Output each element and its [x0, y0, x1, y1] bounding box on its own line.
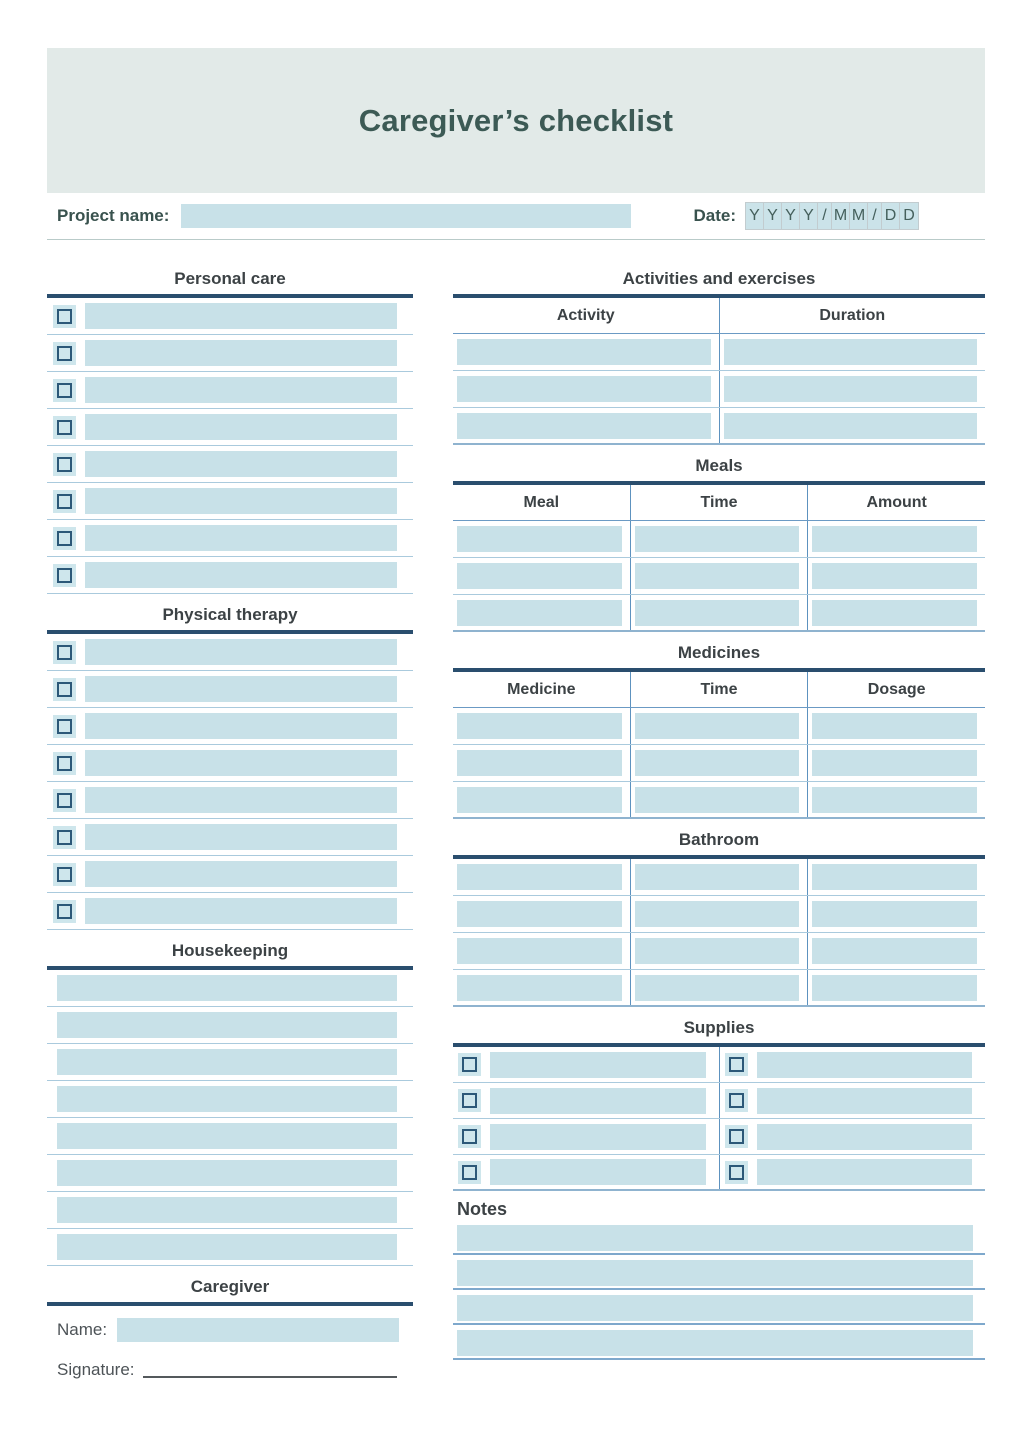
- checkbox-box-icon: [462, 1057, 477, 1072]
- physical-therapy-rows: [47, 634, 413, 930]
- note-row: [453, 1255, 985, 1290]
- checkbox-box-icon: [57, 346, 72, 361]
- supplies-item: [720, 1047, 986, 1082]
- cell-text-field[interactable]: [724, 376, 978, 402]
- cell-text-field[interactable]: [457, 563, 622, 589]
- table-row: [453, 595, 985, 632]
- supplies-item: [720, 1119, 986, 1154]
- signature-line[interactable]: [143, 1354, 398, 1378]
- amount-cell: [808, 558, 985, 594]
- meals-rows: [453, 521, 985, 632]
- checkbox-box-icon: [729, 1093, 744, 1108]
- item-text-field[interactable]: [85, 639, 397, 665]
- checkbox-box-icon: [462, 1093, 477, 1108]
- caregiver-signature-row: [47, 1352, 413, 1388]
- date-year-cell[interactable]: Y: [746, 203, 764, 229]
- duration-cell: [720, 408, 986, 443]
- activity-cell: [453, 408, 720, 443]
- checkbox-box-icon: [57, 867, 72, 882]
- column-header-activity: Activity: [453, 298, 720, 333]
- medicine-cell: [453, 745, 631, 781]
- supplies-row: [453, 1083, 985, 1119]
- project-name-input[interactable]: [181, 204, 631, 228]
- cell-text-field[interactable]: [457, 600, 622, 626]
- cell-text-field[interactable]: [457, 339, 711, 365]
- checkbox-box-icon: [729, 1129, 744, 1144]
- time-cell: [631, 558, 809, 594]
- checkbox-box-icon: [729, 1057, 744, 1072]
- item-text-field[interactable]: [85, 340, 397, 366]
- checkbox[interactable]: [53, 527, 76, 550]
- meal-cell: [453, 521, 631, 557]
- checklist-row: [47, 634, 413, 671]
- caregiver-name-label: Name:: [57, 1320, 108, 1339]
- column-header-duration: Duration: [819, 307, 886, 324]
- item-text-field[interactable]: [85, 303, 397, 329]
- medicine-cell: [453, 782, 631, 817]
- checkbox[interactable]: [53, 752, 76, 775]
- supplies-item: [453, 1155, 720, 1189]
- table-row: [453, 334, 985, 371]
- date-separator: /: [818, 203, 832, 229]
- cell-text-field[interactable]: [812, 750, 977, 776]
- item-text-field[interactable]: [85, 787, 397, 813]
- checkbox[interactable]: [53, 641, 76, 664]
- caregiver-signature-label: Signature:: [57, 1360, 135, 1379]
- item-text-field[interactable]: [757, 1052, 973, 1078]
- bathroom-cell: [453, 859, 631, 895]
- date-input-group: [745, 202, 919, 230]
- housekeeping-row: [47, 1192, 413, 1229]
- date-year-cell[interactable]: Y: [764, 203, 782, 229]
- checklist-row: [47, 782, 413, 819]
- activities-rows: [453, 334, 985, 445]
- checkbox[interactable]: [53, 678, 76, 701]
- columns: [47, 262, 985, 1388]
- cell-text-field[interactable]: [457, 787, 622, 813]
- checkbox[interactable]: [725, 1125, 748, 1148]
- meal-cell: [453, 595, 631, 630]
- cell-text-field[interactable]: [635, 938, 800, 964]
- item-text-field[interactable]: [85, 451, 397, 477]
- checkbox-box-icon: [57, 719, 72, 734]
- bathroom-cell: [453, 970, 631, 1005]
- table-row: [453, 745, 985, 782]
- table-row: [453, 521, 985, 558]
- checkbox[interactable]: [53, 342, 76, 365]
- checkbox-box-icon: [57, 309, 72, 324]
- checkbox[interactable]: [53, 453, 76, 476]
- caregiver-name-row: [47, 1308, 413, 1352]
- table-row: [453, 970, 985, 1007]
- checkbox-box-icon: [729, 1165, 744, 1180]
- checklist-row: [47, 409, 413, 446]
- note-row: [453, 1220, 985, 1255]
- housekeeping-row: [47, 1081, 413, 1118]
- item-text-field[interactable]: [757, 1124, 973, 1150]
- section-medicines: [453, 636, 985, 819]
- item-text-field[interactable]: [85, 861, 397, 887]
- table-row: [453, 408, 985, 445]
- personal-care-rows: [47, 298, 413, 594]
- caregiver-heading: Caregiver: [47, 1270, 413, 1306]
- cell-text-field[interactable]: [724, 339, 978, 365]
- bathroom-cell: [808, 859, 985, 895]
- bathroom-cell: [631, 970, 809, 1005]
- column-header-time: Time: [631, 672, 809, 707]
- checkbox-box-icon: [57, 568, 72, 583]
- supplies-row: [453, 1119, 985, 1155]
- meta-row: [47, 193, 985, 240]
- date-day-cell[interactable]: D: [900, 203, 918, 229]
- cell-text-field[interactable]: [812, 600, 977, 626]
- section-supplies: [453, 1011, 985, 1191]
- checkbox-box-icon: [57, 645, 72, 660]
- table-row: [453, 558, 985, 595]
- bathroom-cell: [808, 970, 985, 1005]
- checkbox[interactable]: [53, 305, 76, 328]
- supplies-item: [720, 1083, 986, 1118]
- activity-cell: [453, 334, 720, 370]
- checkbox[interactable]: [458, 1089, 481, 1112]
- note-text-field[interactable]: [457, 1260, 973, 1286]
- cell-text-field[interactable]: [812, 864, 977, 890]
- section-personal-care: [47, 262, 413, 594]
- checklist-row: [47, 745, 413, 782]
- item-text-field[interactable]: [490, 1159, 706, 1185]
- medicines-heading: Medicines: [453, 636, 985, 672]
- item-text-field[interactable]: [490, 1124, 706, 1150]
- activity-cell: [453, 371, 720, 407]
- date-month-cell[interactable]: M: [832, 203, 850, 229]
- checkbox-box-icon: [57, 904, 72, 919]
- cell-text-field[interactable]: [635, 901, 800, 927]
- table-row: [453, 782, 985, 819]
- table-row: [453, 371, 985, 408]
- checkbox[interactable]: [53, 863, 76, 886]
- cell-text-field[interactable]: [812, 901, 977, 927]
- supplies-item: [453, 1047, 720, 1082]
- checklist-row: [47, 856, 413, 893]
- note-row: [453, 1290, 985, 1325]
- item-text-field[interactable]: [85, 676, 397, 702]
- checklist-row: [47, 446, 413, 483]
- housekeeping-row: [47, 1007, 413, 1044]
- checkbox[interactable]: [458, 1161, 481, 1184]
- item-text-field[interactable]: [85, 562, 397, 588]
- cell-text-field[interactable]: [635, 750, 800, 776]
- supplies-heading: Supplies: [453, 1011, 985, 1047]
- left-column: [47, 262, 413, 1388]
- checkbox[interactable]: [725, 1089, 748, 1112]
- checklist-row: [47, 893, 413, 930]
- item-text-field[interactable]: [85, 750, 397, 776]
- item-text-field[interactable]: [57, 1012, 397, 1038]
- item-text-field[interactable]: [757, 1088, 973, 1114]
- item-text-field[interactable]: [85, 377, 397, 403]
- checklist-row: [47, 708, 413, 745]
- note-text-field[interactable]: [457, 1295, 973, 1321]
- medicine-cell: [453, 708, 631, 744]
- item-text-field[interactable]: [85, 525, 397, 551]
- checkbox-box-icon: [57, 793, 72, 808]
- checkbox-box-icon: [57, 494, 72, 509]
- cell-text-field[interactable]: [635, 526, 800, 552]
- note-text-field[interactable]: [457, 1330, 973, 1356]
- date-separator: /: [868, 203, 882, 229]
- cell-text-field[interactable]: [812, 563, 977, 589]
- checkbox[interactable]: [725, 1053, 748, 1076]
- item-text-field[interactable]: [57, 1197, 397, 1223]
- cell-text-field[interactable]: [635, 864, 800, 890]
- checklist-row: [47, 819, 413, 856]
- checkbox-box-icon: [57, 756, 72, 771]
- table-row: [453, 933, 985, 970]
- medicines-rows: [453, 708, 985, 819]
- checklist-row: [47, 483, 413, 520]
- checklist-page: [47, 0, 985, 1388]
- cell-text-field[interactable]: [724, 413, 978, 439]
- cell-text-field[interactable]: [812, 713, 977, 739]
- date-year-cell[interactable]: Y: [800, 203, 818, 229]
- table-row: [453, 859, 985, 896]
- cell-text-field[interactable]: [812, 938, 977, 964]
- meal-cell: [453, 558, 631, 594]
- notes-heading: Notes: [457, 1199, 508, 1219]
- cell-text-field[interactable]: [457, 901, 622, 927]
- activities-heading: Activities and exercises: [453, 262, 985, 298]
- cell-text-field[interactable]: [457, 975, 622, 1001]
- item-text-field[interactable]: [57, 1160, 397, 1186]
- checklist-row: [47, 298, 413, 335]
- table-row: [453, 708, 985, 745]
- item-text-field[interactable]: [85, 824, 397, 850]
- bathroom-cell: [453, 896, 631, 932]
- cell-text-field[interactable]: [812, 526, 977, 552]
- item-text-field[interactable]: [57, 1234, 397, 1260]
- checkbox[interactable]: [53, 826, 76, 849]
- amount-cell: [808, 595, 985, 630]
- amount-cell: [808, 521, 985, 557]
- cell-text-field[interactable]: [457, 526, 622, 552]
- cell-text-field[interactable]: [457, 713, 622, 739]
- cell-text-field[interactable]: [635, 975, 800, 1001]
- checkbox[interactable]: [53, 789, 76, 812]
- supplies-rows: [453, 1047, 985, 1191]
- time-cell: [631, 782, 809, 817]
- checkbox[interactable]: [53, 564, 76, 587]
- checkbox[interactable]: [725, 1161, 748, 1184]
- cell-text-field[interactable]: [635, 713, 800, 739]
- date-day-cell[interactable]: D: [882, 203, 900, 229]
- checkbox-box-icon: [57, 830, 72, 845]
- cell-text-field[interactable]: [635, 787, 800, 813]
- checkbox[interactable]: [53, 715, 76, 738]
- date-year-cell[interactable]: Y: [782, 203, 800, 229]
- checkbox-box-icon: [57, 383, 72, 398]
- item-text-field[interactable]: [57, 1049, 397, 1075]
- duration-cell: [720, 334, 986, 370]
- supplies-item: [720, 1155, 986, 1189]
- section-meals: [453, 449, 985, 632]
- bathroom-cell: [808, 933, 985, 969]
- checklist-row: [47, 671, 413, 708]
- table-row: [453, 896, 985, 933]
- personal-care-heading: Personal care: [47, 262, 413, 298]
- bathroom-cell: [631, 896, 809, 932]
- checklist-row: [47, 372, 413, 409]
- column-gap: [413, 262, 453, 1388]
- cell-text-field[interactable]: [635, 563, 800, 589]
- housekeeping-row: [47, 1229, 413, 1266]
- item-text-field[interactable]: [85, 414, 397, 440]
- column-header-time: Time: [631, 485, 809, 520]
- housekeeping-row: [47, 1118, 413, 1155]
- item-text-field[interactable]: [490, 1088, 706, 1114]
- notes-rows: [453, 1220, 985, 1360]
- section-activities: [453, 262, 985, 445]
- bathroom-cell: [453, 933, 631, 969]
- duration-cell: [720, 371, 986, 407]
- dosage-cell: [808, 745, 985, 781]
- checkbox-box-icon: [57, 420, 72, 435]
- page-title: Caregiver’s checklist: [358, 102, 674, 138]
- column-header-dosage: Dosage: [867, 681, 926, 698]
- checkbox-box-icon: [462, 1129, 477, 1144]
- supplies-item: [453, 1083, 720, 1118]
- item-text-field[interactable]: [57, 1086, 397, 1112]
- supplies-row: [453, 1155, 985, 1191]
- bathroom-heading: Bathroom: [453, 823, 985, 859]
- checkbox[interactable]: [458, 1125, 481, 1148]
- checkbox-box-icon: [57, 682, 72, 697]
- right-column: [453, 262, 985, 1388]
- checkbox-box-icon: [462, 1165, 477, 1180]
- checklist-row: [47, 335, 413, 372]
- housekeeping-row: [47, 970, 413, 1007]
- column-header-meal: Meal: [453, 485, 631, 520]
- housekeeping-row: [47, 1155, 413, 1192]
- item-text-field[interactable]: [85, 713, 397, 739]
- cell-text-field[interactable]: [457, 750, 622, 776]
- cell-text-field[interactable]: [812, 975, 977, 1001]
- date-month-cell[interactable]: M: [850, 203, 868, 229]
- item-text-field[interactable]: [757, 1159, 973, 1185]
- medicines-header-row: [453, 672, 985, 708]
- supplies-row: [453, 1047, 985, 1083]
- item-text-field[interactable]: [57, 1123, 397, 1149]
- item-text-field[interactable]: [85, 488, 397, 514]
- time-cell: [631, 521, 809, 557]
- project-name-label: Project name:: [57, 206, 170, 225]
- cell-text-field[interactable]: [635, 600, 800, 626]
- checkbox-box-icon: [57, 457, 72, 472]
- checklist-row: [47, 520, 413, 557]
- note-text-field[interactable]: [457, 1225, 973, 1251]
- item-text-field[interactable]: [85, 898, 397, 924]
- activities-header-row: [453, 298, 985, 334]
- checkbox[interactable]: [53, 900, 76, 923]
- item-text-field[interactable]: [490, 1052, 706, 1078]
- section-physical-therapy: [47, 598, 413, 930]
- checkbox[interactable]: [53, 416, 76, 439]
- title-banner: [47, 48, 985, 193]
- physical-therapy-heading: Physical therapy: [47, 598, 413, 634]
- checkbox[interactable]: [53, 490, 76, 513]
- housekeeping-heading: Housekeeping: [47, 934, 413, 970]
- checklist-row: [47, 557, 413, 594]
- dosage-cell: [808, 782, 985, 817]
- bathroom-cell: [631, 859, 809, 895]
- bathroom-cell: [808, 896, 985, 932]
- section-bathroom: [453, 823, 985, 1007]
- time-cell: [631, 708, 809, 744]
- date-label: Date:: [693, 206, 736, 225]
- column-header-medicine: Medicine: [453, 672, 631, 707]
- cell-text-field[interactable]: [457, 376, 711, 402]
- caregiver-name-input[interactable]: [117, 1318, 399, 1342]
- time-cell: [631, 745, 809, 781]
- bathroom-rows: [453, 859, 985, 1007]
- cell-text-field[interactable]: [457, 938, 622, 964]
- cell-text-field[interactable]: [812, 787, 977, 813]
- meals-header-row: [453, 485, 985, 521]
- checkbox-box-icon: [57, 531, 72, 546]
- checkbox[interactable]: [53, 379, 76, 402]
- column-header-amount: Amount: [866, 494, 927, 511]
- meals-heading: Meals: [453, 449, 985, 485]
- note-row: [453, 1325, 985, 1360]
- section-caregiver: [47, 1270, 413, 1388]
- housekeeping-row: [47, 1044, 413, 1081]
- supplies-item: [453, 1119, 720, 1154]
- bathroom-cell: [631, 933, 809, 969]
- checkbox[interactable]: [458, 1053, 481, 1076]
- cell-text-field[interactable]: [457, 864, 622, 890]
- dosage-cell: [808, 708, 985, 744]
- cell-text-field[interactable]: [457, 413, 711, 439]
- time-cell: [631, 595, 809, 630]
- section-notes: [453, 1191, 985, 1360]
- section-housekeeping: [47, 934, 413, 1266]
- item-text-field[interactable]: [57, 975, 397, 1001]
- housekeeping-rows: [47, 970, 413, 1266]
